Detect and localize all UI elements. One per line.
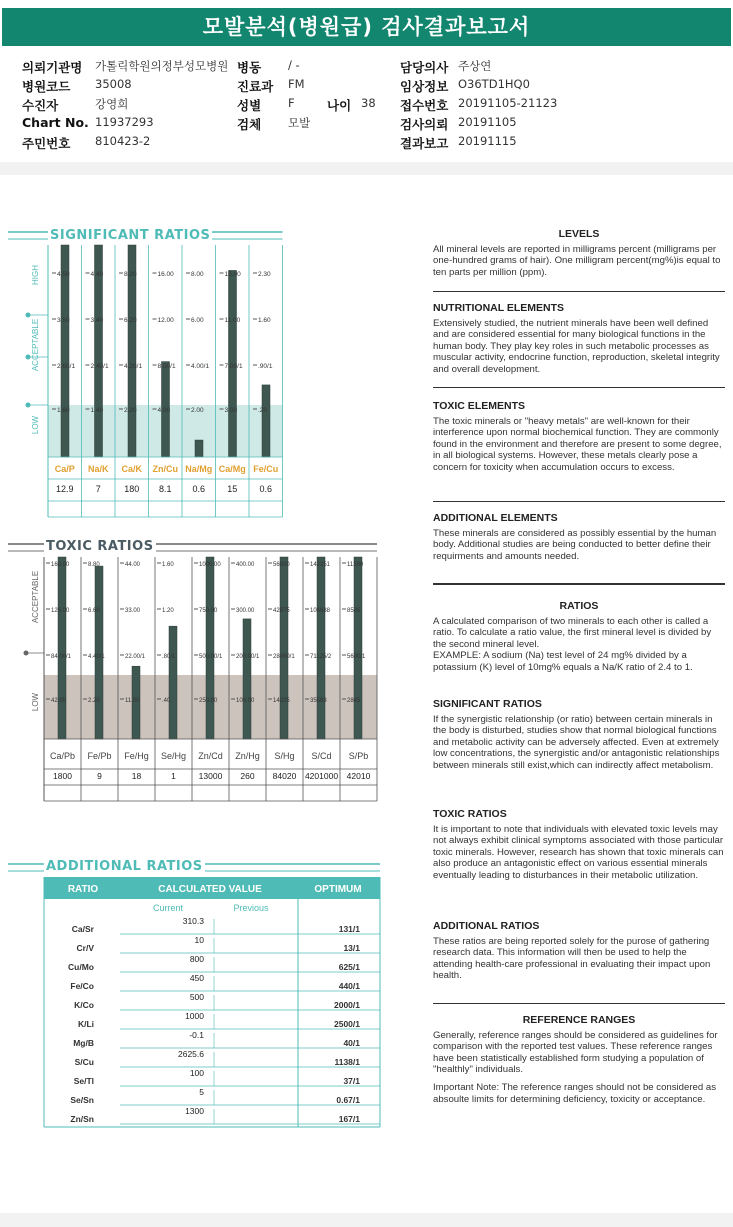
toxic-ratios-title: TOXIC RATIOS — [46, 539, 154, 554]
ratio-name-Cr/V: Cr/V — [76, 943, 94, 953]
bar-Zn/Cd — [206, 557, 214, 739]
note-ratios-example: EXAMPLE: A sodium (Na) test level of 24 mg% divided by a potassium (K) level of 10mg% equals a Na/K ratio of 2.4 to 1. — [433, 650, 693, 673]
bar-Se/Hg — [169, 626, 177, 739]
note-levels-text: All mineral levels are reported in milligrams percent (milligrams per one-hundred grams of hair). One milligram percent(mg%)is equal to ten parts per million (ppm). — [433, 243, 721, 278]
label-ward: 병동 — [237, 60, 262, 75]
tick-label: 2.40/1 — [90, 363, 109, 370]
optimum-value-Zn/Sn: 167/1 — [338, 1114, 360, 1124]
current-value-Zn/Sn: 1300 — [185, 1106, 204, 1116]
tick-label: 56900 — [273, 562, 290, 568]
tick-label: 1.60 — [258, 317, 271, 324]
tick-label: .90/1 — [258, 363, 273, 370]
ratio-name-Se/Tl: Se/Tl — [73, 1076, 94, 1086]
note-significant-title: SIGNIFICANT RATIOS — [433, 698, 542, 710]
tick-label: 106688 — [310, 608, 331, 614]
bar-Fe/Cu — [262, 385, 270, 457]
tick-label: 3.50 — [57, 317, 70, 324]
significant-ratios-title: SIGNIFICANT RATIOS — [50, 228, 211, 243]
tick-label: 44.00 — [125, 562, 141, 568]
tick-label: 2.60/1 — [57, 363, 76, 370]
column-label-Na/K: Na/K — [87, 464, 109, 474]
bar-Zn/Hg — [243, 619, 251, 739]
optimum-value-Se/Tl: 37/1 — [343, 1076, 360, 1086]
note-additional-ratios-title: ADDITIONAL RATIOS — [433, 920, 540, 932]
tick-label: 4.00/1 — [191, 363, 210, 370]
note-toxic-ratios-title: TOXIC RATIOS — [433, 808, 507, 820]
tick-label: 6.20 — [124, 317, 137, 324]
tick-label: 5690/1 — [347, 654, 366, 660]
tick-label: 71125/2 — [310, 654, 332, 660]
tick-label: .20 — [258, 407, 268, 414]
column-label-Ca/K: Ca/K — [121, 464, 143, 474]
note-ratios-text: A calculated comparison of two minerals to each other is called a ratio. To calculate a ratio value, the first mineral level is divided by the second mineral level. — [433, 615, 712, 650]
label-sex: 성별 — [237, 98, 262, 113]
column-value-Zn/Cd: 13000 — [198, 771, 223, 781]
column-value-Se/Hg: 1 — [171, 771, 176, 781]
label-report-date: 결과보고 — [400, 136, 449, 151]
label-resident-no: 주민번호 — [22, 136, 71, 151]
toxic-ratios-chart — [8, 537, 382, 851]
tick-label: 250.00 — [199, 698, 218, 704]
current-value-Cr/V: 10 — [194, 935, 204, 945]
note-reference-note: Important Note: The reference ranges should not be considered as absoulte limits for determining deficiency, toxicity or acceptance. — [433, 1081, 717, 1105]
column-label-Fe/Cu: Fe/Cu — [253, 464, 279, 474]
divider — [433, 387, 725, 388]
tick-label: 100.00 — [236, 698, 255, 704]
current-value-K/Co: 500 — [189, 992, 204, 1002]
zone-label-high: HIGH — [31, 265, 40, 285]
tick-label: 8.20 — [124, 271, 137, 278]
note-reference — [433, 1015, 725, 1105]
tick-label: 168.00 — [51, 562, 70, 568]
current-value-Ca/Sr: 310.3 — [182, 916, 204, 926]
column-value-S/Pb: 42010 — [346, 771, 371, 781]
tick-label: 8.00/1 — [157, 363, 176, 370]
tick-label: 4.40 — [90, 271, 104, 278]
label-receipt-no: 접수번호 — [400, 98, 449, 113]
tick-label: 42.00 — [51, 698, 67, 704]
value-resident-no: 810423-2 — [95, 134, 151, 148]
column-label-Zn/Cu: Zn/Cu — [152, 464, 178, 474]
divider — [433, 501, 725, 502]
tick-label: 142251 — [310, 562, 331, 568]
note-ratios — [433, 601, 725, 674]
optimum-value-Se/Sn: 0.67/1 — [336, 1095, 360, 1105]
current-value-K/Li: 1000 — [185, 1011, 204, 1021]
column-value-Na/Mg: 0.6 — [192, 484, 206, 494]
column-label-Ca/P: Ca/P — [54, 464, 75, 474]
column-value-Zn/Hg: 260 — [240, 771, 255, 781]
column-value-Ca/K: 180 — [124, 484, 140, 494]
tick-label: 4.00 — [157, 407, 171, 414]
tick-label: 300.00 — [236, 608, 255, 614]
note-toxic — [433, 401, 725, 474]
note-additional-ratios-text: These ratios are being reported solely for the purose of gathering research data. This information will then be used to help the attending health-care professional in evaluating their impact upon health. — [433, 935, 711, 982]
note-additional-ratios — [433, 921, 725, 982]
optimum-value-S/Cu: 1138/1 — [334, 1057, 360, 1067]
tick-label: 1000.00 — [199, 562, 221, 568]
tick-label: 500.00/1 — [199, 654, 223, 660]
label-doctor: 담당의사 — [400, 60, 449, 75]
divider — [433, 291, 725, 292]
tick-label: 1.20 — [162, 608, 174, 614]
label-clinical-info: 임상정보 — [400, 79, 449, 94]
ratio-name-K/Co: K/Co — [74, 1000, 94, 1010]
tick-label: 15.00 — [224, 271, 241, 278]
zone-label-low: LOW — [31, 692, 40, 712]
label-patient: 수진자 — [22, 98, 59, 113]
note-toxic-title: TOXIC ELEMENTS — [433, 400, 525, 412]
tick-label: 4.50 — [57, 271, 70, 278]
label-department: 진료과 — [237, 79, 274, 94]
report-sheet — [0, 175, 733, 1213]
header-calculated: CALCULATED VALUE — [158, 884, 262, 895]
bar-S/Pb — [354, 557, 362, 739]
ratio-name-Cu/Mo: Cu/Mo — [68, 962, 94, 972]
tick-label: 11380 — [347, 562, 364, 568]
title-bar — [0, 0, 733, 52]
value-clinical-info: O36TD1HQ0 — [458, 77, 530, 91]
note-significant-text: If the synergistic relationship (or ratio) between certain minerals in the body is disturbed, studies show that normal biological functions and metabolic activity can be adversely affected. Even at extremely low concentrations, the synergistic and/or antagonistic relationships between minerals still exist,which can indirectly affect metabolism. — [433, 713, 720, 771]
note-toxic-text: The toxic minerals or "heavy metals" are well-known for their interference upon normal biochemical function. They are commonly found in the environment and therefore are present to some degree, in all biological systems. However, these metals clearly pose a concern for toxicity when accumulation occurs to excess. — [433, 415, 722, 473]
ratio-charts — [0, 175, 400, 1213]
additional-ratios-table — [8, 857, 382, 1129]
column-label-Se/Hg: Se/Hg — [160, 751, 187, 761]
tick-label: 42675 — [273, 608, 290, 614]
note-reference-title: REFERENCE RANGES — [522, 1014, 636, 1026]
column-label-Fe/Hg: Fe/Hg — [124, 751, 149, 761]
note-toxic-ratios — [433, 809, 725, 882]
ratio-name-Se/Sn: Se/Sn — [70, 1095, 94, 1105]
zone-label-low: LOW — [31, 415, 40, 435]
header-ratio: RATIO — [67, 884, 99, 895]
current-value-Se/Tl: 100 — [189, 1068, 204, 1078]
zone-label-acceptable: ACCEPTABLE — [31, 570, 40, 624]
column-label-Fe/Pb: Fe/Pb — [87, 751, 112, 761]
label-age: 나이 — [327, 98, 352, 113]
label-hospital-code: 병원코드 — [22, 79, 71, 94]
column-value-Na/K: 7 — [95, 484, 101, 494]
zone-label-acceptable: ACCEPTABLE — [31, 318, 40, 372]
label-chart-no: Chart No. — [22, 115, 89, 130]
value-patient: 강영희 — [95, 97, 129, 111]
column-label-Zn/Cd: Zn/Cd — [198, 751, 223, 761]
note-toxic-ratios-text: It is important to note that individuals with elevated toxic levels may not always exhibit clinical symptoms associated with those particular toxic minerals. However, research has shown that toxic minerals can also produce an antagonistic effect on various essential minerals eventually leading to disturbances in their metabolic utilization. — [433, 823, 724, 881]
patient-header — [0, 52, 733, 162]
tick-label: 750.00 — [199, 608, 218, 614]
column-value-S/Hg: 84020 — [272, 771, 297, 781]
tick-label: 400.00 — [236, 562, 255, 568]
bar-Ca/Pb — [58, 557, 66, 739]
tick-label: 7.00/1 — [224, 363, 243, 370]
tick-label: 2.00 — [191, 407, 204, 414]
tick-label: 35563 — [310, 698, 327, 704]
optimum-value-K/Li: 2500/1 — [334, 1019, 360, 1029]
ratio-name-K/Li: K/Li — [77, 1019, 94, 1029]
tick-label: .80/1 — [162, 654, 176, 660]
optimum-value-Ca/Sr: 131/1 — [338, 924, 360, 934]
column-label-Ca/Pb: Ca/Pb — [49, 751, 76, 761]
column-value-Fe/Hg: 18 — [131, 771, 142, 781]
optimum-value-Cr/V: 13/1 — [343, 943, 360, 953]
note-nutritional-text: Extensively studied, the nutrient minerals have been well defined and are considered essential for many biological functions in the human body. They play key roles in such metabolic processes as muscular activity, endocrine function, reproduction, skeletal integrity and overall development. — [433, 317, 720, 375]
column-value-Fe/Cu: 0.6 — [259, 484, 273, 494]
ratio-name-Zn/Sn: Zn/Sn — [70, 1114, 94, 1124]
current-value-S/Cu: 2625.6 — [178, 1049, 204, 1059]
bar-Fe/Pb — [95, 566, 103, 739]
tick-label: 11.00 — [125, 698, 140, 704]
value-doctor: 주상연 — [458, 59, 492, 73]
current-value-Cu/Mo: 800 — [189, 954, 204, 964]
current-value-Mg/B: -0.1 — [189, 1030, 204, 1040]
value-hospital-code: 35008 — [95, 77, 132, 91]
tick-label: 3.00 — [224, 407, 238, 414]
note-levels-title: LEVELS — [558, 228, 600, 240]
label-request-date: 검사의뢰 — [400, 117, 449, 132]
value-sex: F — [288, 96, 295, 110]
report-title: 모발분석(병원급) 검사결과보고서 — [2, 8, 731, 46]
note-additional-title: ADDITIONAL ELEMENTS — [433, 512, 558, 524]
column-value-Ca/Mg: 15 — [227, 484, 238, 494]
sub-previous: Previous — [233, 903, 269, 913]
tick-label: 2.30 — [258, 271, 271, 278]
tick-label: 8535 — [347, 608, 361, 614]
note-levels — [433, 229, 725, 278]
column-label-Ca/Mg: Ca/Mg — [218, 464, 246, 474]
note-additional — [433, 513, 725, 562]
tick-label: 1.40 — [90, 407, 104, 414]
tick-label: .40 — [162, 698, 171, 704]
column-label-Zn/Hg: Zn/Hg — [235, 751, 260, 761]
label-institution: 의뢰기관명 — [22, 60, 83, 75]
column-label-Na/Mg: Na/Mg — [185, 464, 213, 474]
ratio-name-Mg/B: Mg/B — [73, 1038, 94, 1048]
tick-label: 4.40/1 — [88, 654, 105, 660]
note-nutritional — [433, 303, 725, 376]
value-ward: / - — [288, 58, 300, 72]
value-specimen: 모발 — [288, 116, 311, 130]
tick-label: 8.00 — [191, 271, 204, 278]
value-department: FM — [288, 77, 305, 91]
tick-label: 126.00 — [51, 608, 70, 614]
column-value-Zn/Cu: 8.1 — [158, 484, 172, 494]
value-chart-no: 11937293 — [95, 115, 154, 129]
ratio-name-Ca/Sr: Ca/Sr — [71, 924, 94, 934]
tick-label: 6.00 — [191, 317, 204, 324]
significant-ratios-chart — [8, 225, 308, 587]
tick-label: 11.00 — [224, 317, 241, 324]
ratio-name-Fe/Co: Fe/Co — [70, 981, 94, 991]
additional-ratios-title: ADDITIONAL RATIOS — [46, 859, 203, 874]
header-optimum: OPTIMUM — [314, 884, 362, 895]
value-age: 38 — [361, 96, 376, 110]
tick-label: 1.60 — [57, 407, 70, 414]
tick-label: 3.40 — [90, 317, 104, 324]
tick-label: 4.20/1 — [124, 363, 143, 370]
column-value-S/Cd: 4201000 — [304, 771, 339, 781]
column-label-S/Hg: S/Hg — [274, 751, 295, 761]
tick-label: 2.20 — [88, 698, 100, 704]
column-label-S/Pb: S/Pb — [348, 751, 369, 761]
sub-current: Current — [152, 903, 184, 913]
note-nutritional-title: NUTRITIONAL ELEMENTS — [433, 302, 565, 314]
optimum-value-Mg/B: 40/1 — [343, 1038, 360, 1048]
tick-label: 16.00 — [157, 271, 174, 278]
bar-S/Cd — [317, 557, 325, 739]
column-value-Ca/Pb: 1800 — [53, 771, 72, 781]
label-specimen: 검체 — [237, 117, 262, 132]
value-report-date: 20191115 — [458, 134, 517, 148]
divider — [433, 1003, 725, 1004]
note-significant — [433, 699, 725, 772]
value-institution: 가톨릭학원의정부성모병원 — [95, 59, 229, 73]
bar-Na/Mg — [195, 440, 203, 457]
tick-label: 12.00 — [157, 317, 174, 324]
value-receipt-no: 20191105-21123 — [458, 96, 558, 110]
note-reference-text: Generally, reference ranges should be considered as guidelines for comparison with the reported test values. These reference ranges have been statistically established form studying a population of "healthly" individuals. — [433, 1029, 718, 1076]
optimum-value-K/Co: 2000/1 — [334, 1000, 360, 1010]
value-request-date: 20191105 — [458, 115, 517, 129]
tick-label: 14225 — [273, 698, 290, 704]
tick-label: 33.00 — [125, 608, 141, 614]
optimum-value-Cu/Mo: 625/1 — [338, 962, 360, 972]
current-value-Fe/Co: 450 — [189, 973, 204, 983]
divider — [433, 583, 725, 585]
column-value-Fe/Pb: 9 — [97, 771, 102, 781]
bar-S/Hg — [280, 557, 288, 739]
optimum-value-Fe/Co: 440/1 — [338, 981, 360, 991]
column-value-Ca/P: 12.9 — [55, 484, 74, 494]
tick-label: 6.60 — [88, 608, 100, 614]
note-additional-text: These minerals are considered as possibly essential by the human body. Additional studies are being conducted to better define their requirments and amounts needed. — [433, 527, 717, 562]
tick-label: 200.00/1 — [236, 654, 260, 660]
note-ratios-title: RATIOS — [559, 600, 599, 612]
tick-label: 28450/1 — [273, 654, 295, 660]
current-value-Se/Sn: 5 — [199, 1087, 204, 1097]
tick-label: 1.60 — [162, 562, 174, 568]
tick-label: 22.00/1 — [125, 654, 146, 660]
tick-label: 8.80 — [88, 562, 100, 568]
column-label-S/Cd: S/Cd — [311, 751, 332, 761]
ratio-name-S/Cu: S/Cu — [74, 1057, 94, 1067]
tick-label: 2.20 — [124, 407, 137, 414]
tick-label: 2845 — [347, 698, 361, 704]
notes-column — [425, 175, 730, 1213]
tick-label: 84.00/1 — [51, 654, 72, 660]
